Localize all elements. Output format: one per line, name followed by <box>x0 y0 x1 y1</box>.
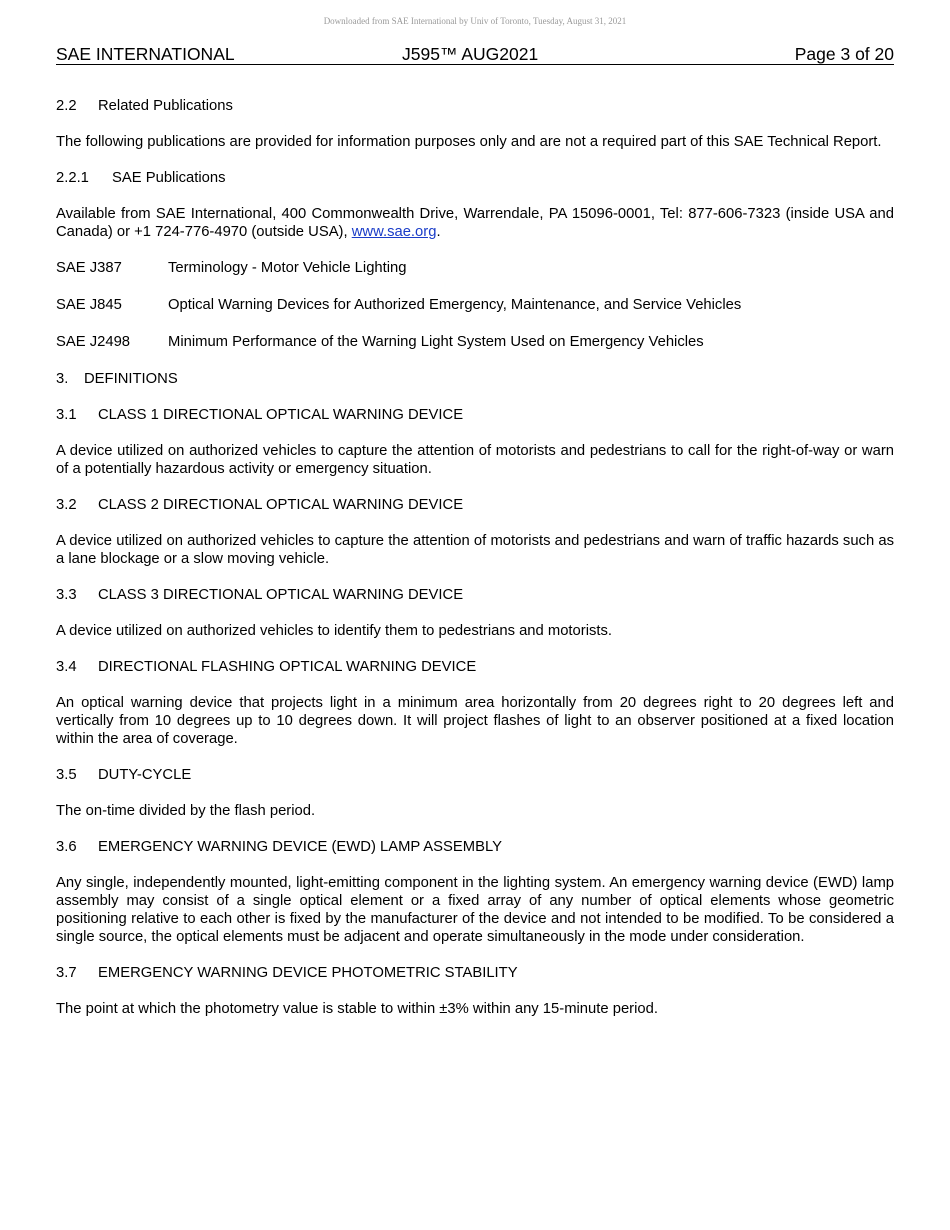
sae-website-link[interactable]: www.sae.org <box>351 224 437 240</box>
section-title: DUTY-CYCLE <box>98 767 192 783</box>
reference-item <box>56 296 894 314</box>
section-title: EMERGENCY WARNING DEVICE PHOTOMETRIC STABILITY <box>98 965 518 981</box>
section-title: DEFINITIONS <box>84 371 178 387</box>
section-number: 3.4 <box>56 659 77 675</box>
definition-3-3-body: A device utilized on authorized vehicles to identify them to pedestrians and motorists. <box>56 623 613 639</box>
section-number: 2.2 <box>56 98 77 114</box>
section-number: 3.6 <box>56 839 77 855</box>
section-title: SAE Publications <box>112 170 226 186</box>
reference-code: SAE J845 <box>56 297 122 313</box>
section-3-heading <box>56 370 894 388</box>
definition-3-6-body: Any single, independently mounted, light-emitting component in the lighting system. An emergency warning device (EWD) lamp assembly may consist of a single optical element or a fixed array of any number of optical elements whose geometric positioning relative to each other is fixed by the manufacturer of the device and not intended to be modified. To be considered a single source, the optical elements must be adjacent and operate simultaneously in the mode under consideration. <box>56 875 894 945</box>
section-title: CLASS 1 DIRECTIONAL OPTICAL WARNING DEVICE <box>98 407 464 423</box>
definition-3-4-body: An optical warning device that projects light in a minimum area horizontally from 20 degrees right to 20 degrees left and vertically from 10 degrees up to 10 degrees down. It will project flashes of light to an observer positioned at a fixed location within the area of coverage. <box>56 695 894 747</box>
reference-title: Minimum Performance of the Warning Light System Used on Emergency Vehicles <box>168 334 704 350</box>
section-number: 3.1 <box>56 407 77 423</box>
section-number: 3. <box>56 371 69 387</box>
header-page-number: Page 3 of 20 <box>794 44 894 64</box>
reference-title: Optical Warning Devices for Authorized Emergency, Maintenance, and Service Vehicles <box>168 297 742 313</box>
section-title: CLASS 3 DIRECTIONAL OPTICAL WARNING DEVICE <box>98 587 464 603</box>
section-number: 3.5 <box>56 767 77 783</box>
section-2-2-heading <box>56 97 894 115</box>
section-number: 3.7 <box>56 965 77 981</box>
section-title: Related Publications <box>98 98 233 114</box>
section-title: DIRECTIONAL FLASHING OPTICAL WARNING DEVICE <box>98 659 477 675</box>
definition-3-2-heading <box>56 496 894 514</box>
download-watermark: Downloaded from SAE International by Univ of Toronto, Tuesday, August 31, 2021 <box>323 16 627 26</box>
definition-3-6-heading <box>56 838 894 856</box>
section-2-2-1-body <box>56 205 894 241</box>
reference-code: SAE J387 <box>56 260 122 276</box>
header-org: SAE INTERNATIONAL <box>56 44 235 64</box>
definition-3-7-heading <box>56 964 894 982</box>
section-2-2-body: The following publications are provided for information purposes only and are not a required part of this SAE Technical Report. <box>56 134 882 150</box>
section-number: 2.2.1 <box>56 170 89 186</box>
reference-title: Terminology - Motor Vehicle Lighting <box>168 260 407 276</box>
section-title: CLASS 2 DIRECTIONAL OPTICAL WARNING DEVICE <box>98 497 464 513</box>
page-header <box>56 44 894 65</box>
definition-3-5-body: The on-time divided by the flash period. <box>56 803 316 819</box>
availability-text-end: . <box>436 224 441 240</box>
availability-text: Available from SAE International, 400 Commonwealth Drive, Warrendale, PA 15096-0001, Tel: 877-606-7323 (inside USA and Canada) or +1 724-776-4970 (outside USA), <box>56 206 894 240</box>
definition-3-1-body: A device utilized on authorized vehicles to capture the attention of motorists and pedestrians to call for the right-of-way or warn of a potentially hazardous activity or emergency situation. <box>56 443 894 477</box>
section-number: 3.3 <box>56 587 77 603</box>
header-doc-id: J595™ AUG2021 <box>402 44 539 64</box>
document-body <box>56 97 894 1036</box>
definition-3-2-body: A device utilized on authorized vehicles to capture the attention of motorists and pedestrians and warn of traffic hazards such as a lane blockage or a slow moving vehicle. <box>56 533 894 567</box>
reference-item <box>56 259 894 277</box>
definition-3-7-body: The point at which the photometry value is stable to within ±3% within any 15-minute period. <box>56 1001 658 1017</box>
definition-3-1-heading <box>56 406 894 424</box>
reference-code: SAE J2498 <box>56 334 131 350</box>
section-number: 3.2 <box>56 497 77 513</box>
definition-3-3-heading <box>56 586 894 604</box>
section-title: EMERGENCY WARNING DEVICE (EWD) LAMP ASSEMBLY <box>98 839 502 855</box>
definition-3-5-heading <box>56 766 894 784</box>
reference-item <box>56 333 894 351</box>
definition-3-4-heading <box>56 658 894 676</box>
section-2-2-1-heading <box>56 169 894 187</box>
